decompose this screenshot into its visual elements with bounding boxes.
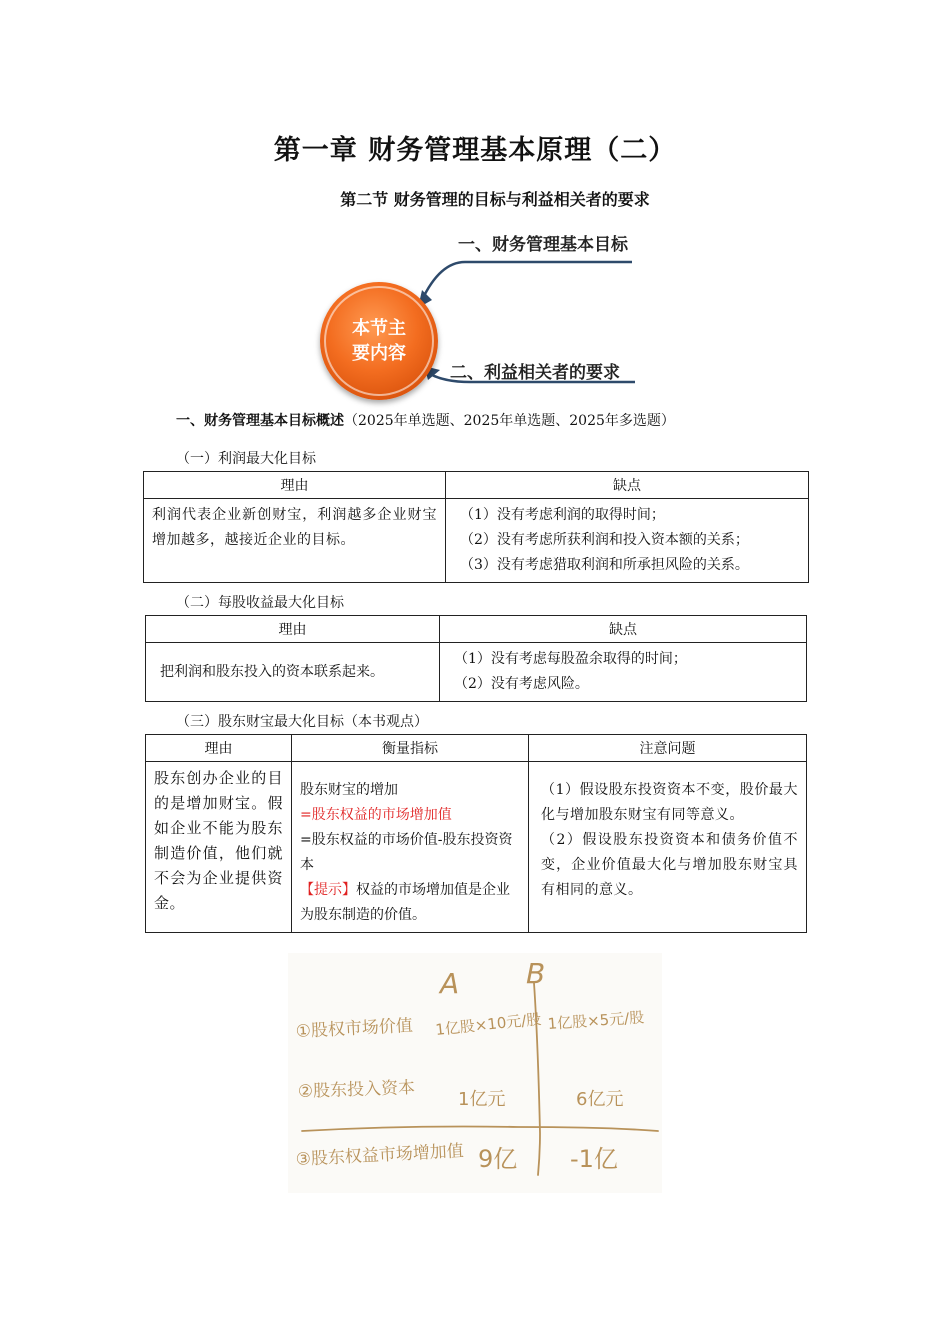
list-item: （2）假设股东投资资本和债务价值不变，企业价值最大化与增加股东财宝具有相同的意义。	[541, 832, 798, 898]
column-header: 理由	[146, 616, 440, 643]
column-a-label: A	[440, 967, 460, 1000]
content-diagram	[310, 222, 650, 392]
list-item: （2）没有考虑风险。	[454, 676, 589, 692]
profit-cons	[446, 499, 809, 583]
wealth-reason: 股东创办企业的目的是增加财宝。假如企业不能为股东制造价值，他们就不会为企业提供资金。	[146, 762, 292, 933]
column-header: 注意问题	[529, 735, 807, 762]
handwritten-note-image	[288, 953, 662, 1193]
eps-cons	[440, 643, 807, 702]
profit-table	[143, 471, 809, 583]
hint-text: 权益的市场增加值是企业为股东制造的价值。	[300, 882, 510, 923]
profit-reason: 利润代表企业新创财宝，利润越多企业财宝增加越多，越接近企业的目标。	[144, 499, 446, 583]
row1-label: ①股权市场价值	[295, 1015, 414, 1042]
wealth-notes	[529, 762, 807, 933]
branch-stakeholders: 二、利益相关者的要求	[450, 363, 620, 383]
row1-b: 1亿股×5元/股	[547, 1008, 645, 1033]
row3-b: -1亿	[570, 1145, 618, 1173]
section-heading	[176, 410, 675, 430]
row2-b: 6亿元	[576, 1089, 624, 1110]
wealth-measure	[292, 762, 529, 933]
row2-label: ②股东投入资本	[297, 1077, 416, 1102]
measure-line-highlight: =股东权益的市场增加值	[300, 807, 452, 823]
handwritten-sketch	[288, 953, 662, 1193]
wealth-table	[145, 734, 807, 933]
center-label-line1: 本节主	[352, 318, 406, 339]
list-item: （1）假设股东投资资本不变，股价最大化与增加股东财宝有同等意义。	[541, 782, 798, 823]
column-header: 衡量指标	[292, 735, 529, 762]
row1-a: 1亿股×10元/股	[434, 1009, 543, 1039]
table-row	[146, 643, 807, 702]
branch-basic-goals: 一、财务管理基本目标	[458, 235, 628, 255]
page-title: 第一章 财务管理基本原理（二）	[273, 135, 677, 166]
list-item: （3）没有考虑猎取利润和所承担风险的关系。	[460, 557, 749, 573]
section-subtitle: 第二节 财务管理的目标与利益相关者的要求	[340, 190, 650, 209]
column-header: 理由	[146, 735, 292, 762]
section-heading-title: 一、财务管理基本目标概述	[176, 413, 344, 429]
eps-heading: （二）每股收益最大化目标	[176, 595, 344, 611]
table-row	[146, 762, 807, 933]
profit-heading: （一）利润最大化目标	[176, 451, 316, 467]
table-header-row	[146, 735, 807, 762]
column-b-label: B	[526, 957, 546, 990]
list-item: （1）没有考虑每股盈余取得的时间；	[454, 651, 687, 667]
center-label-line2: 要内容	[352, 343, 406, 364]
eps-reason: 把利润和股东投入的资本联系起来。	[146, 643, 440, 702]
row3-label: ③股东权益市场增加值	[295, 1141, 465, 1170]
list-item: （2）没有考虑所获利润和投入资本额的关系；	[460, 532, 749, 548]
section-heading-tags: （2025年单选题、2025年单选题、2025年多选题）	[344, 413, 675, 429]
column-header: 理由	[144, 472, 446, 499]
wealth-heading: （三）股东财宝最大化目标（本书观点）	[176, 714, 428, 730]
row2-a: 1亿元	[458, 1089, 506, 1110]
table-row	[144, 499, 809, 583]
column-header: 缺点	[440, 616, 807, 643]
column-header: 缺点	[446, 472, 809, 499]
table-header-row	[146, 616, 807, 643]
center-circle	[320, 282, 438, 400]
measure-line: 股东财宝的增加	[300, 782, 398, 798]
hint-tag: 【提示】	[300, 882, 356, 898]
list-item: （1）没有考虑利润的取得时间；	[460, 507, 665, 523]
row3-a: 9亿	[478, 1145, 518, 1173]
measure-line: =股东权益的市场价值-股东投资资本	[300, 832, 513, 873]
measure-hint	[300, 878, 520, 928]
eps-table	[145, 615, 807, 702]
table-header-row	[144, 472, 809, 499]
